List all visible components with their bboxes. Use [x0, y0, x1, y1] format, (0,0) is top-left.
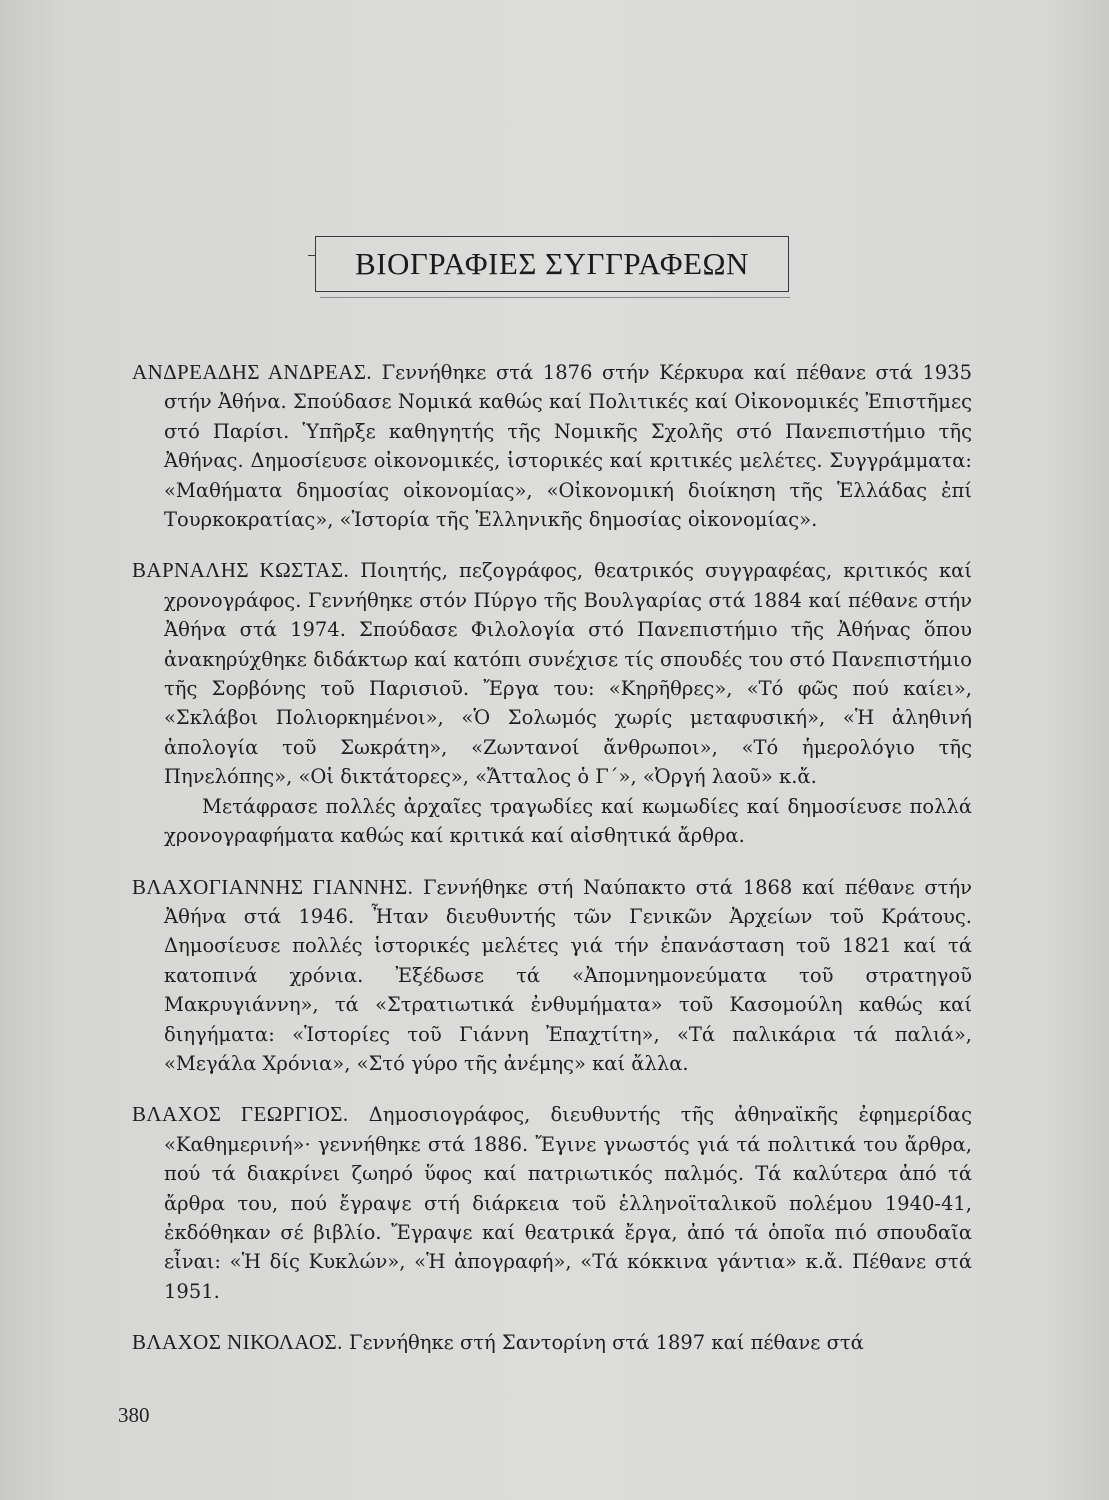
biography-entry-vlachos-nikolaos — [132, 1328, 972, 1357]
biography-entry-vlachogiannis — [132, 873, 972, 1079]
biography-text: Γεννήθηκε στά 1876 στήν Κέρκυρα καί πέθανε στά 1935 στήν Ἀθήνα. Σπούδασε Νομικά καθώς καί Πολιτικές καί Οἰκονομικές Ἐπιστῆμες στό Παρίσι. Ὑπῆρξε καθηγητής τῆς Νομικῆς Σχολῆς στό Πανεπιστήμιο τῆς Ἀθήνας. Δημοσίευσε οἰκονομικές, ἱστορικές καί κριτικές μελέτες. Συγγράμματα: «Μαθήματα δημοσίας οἰκονομίας», «Οἰκονομική διοίκηση τῆς Ἑλλάδας ἐπί Τουρκοκρατίας», «Ἱστορία τῆς Ἑλληνικῆς δημοσίας οἰκονομίας». — [164, 361, 972, 532]
section-title: ΒΙΟΓΡΑΦΙΕΣ ΣΥΓΓΡΑΦΕΩΝ — [355, 246, 749, 281]
author-name: ΑΝΔΡΕΑΔΗΣ ΑΝΔΡΕΑΣ. — [132, 360, 373, 384]
biography-entry-andreadis — [132, 358, 972, 534]
biography-entry-vlachos-georgios — [132, 1100, 972, 1306]
biography-text: Γεννήθηκε στή Ναύπακτο στά 1868 καί πέθανε στήν Ἀθήνα στά 1946. Ἦταν διευθυντής τῶν Γενικῶν Ἀρχείων τοῦ Κράτους. Δημοσίευσε πολλές ἱστορικές μελέτες γιά τήν ἐπανάσταση τοῦ 1821 καί τά κατοπινά χρόνια. Ἐξέδωσε τά «Ἀπομνημονεύματα τοῦ στρατηγοῦ Μακρυγιάννη», τά «Στρατιωτικά ἐνθυμήματα» τοῦ Κασομούλη καθώς καί διηγήματα: «Ἱστορίες τοῦ Γιάννη Ἐπαχτίτη», «Τά παλικάρια τά παλιά», «Μεγάλα Χρόνια», «Στό γύρο τῆς ἀνέμης» καί ἄλλα. — [164, 875, 973, 1075]
biography-text: Δημοσιογράφος, διευθυντής τῆς ἀθηναϊκῆς ἐφημερίδας «Καθημερινή»· γεννήθηκε στά 1886. Ἔγινε γνωστός γιά τά πολιτικά του ἄρθρα, πού τά διακρίνει ζωηρό ὕφος καί πατριωτικός παλμός. Τά καλύτερα ἀπό τά ἄρθρα του, πού ἔγραψε στή διάρκεια τοῦ ἑλληνοϊταλικοῦ πολέμου 1940-41, ἐκδόθηκαν σέ βιβλίο. Ἔγραψε καί θεατρικά ἔργα, ἀπό τά ὁποῖα πιό σπουδαῖα εἶναι: «Ἡ δίς Κυκλών», «Ἡ ἀπογραφή», «Τά κόκκινα γάντια» κ.ἄ. Πέθανε στά 1951. — [164, 1103, 972, 1303]
author-name: ΒΛΑΧΟΣ ΝΙΚΟΛΑΟΣ. — [132, 1330, 343, 1355]
author-name: ΒΛΑΧΟΣ ΓΕΩΡΓΙΟΣ. — [132, 1102, 349, 1127]
author-name: ΒΛΑΧΟΓΙΑΝΝΗΣ ΓΙΑΝΝΗΣ. — [132, 874, 414, 899]
biography-text: Ποιητής, πεζογράφος, θεατρικός συγγραφέας, κριτικός καί χρονογράφος. Γεννήθηκε στόν Πύργο τῆς Βουλγαρίας στά 1884 καί πέθανε στήν Ἀθήνα στά 1974. Σπούδασε Φιλολογία στό Πανεπιστήμιο τῆς Ἀθήνας ὅπου ἀνακηρύχθηκε διδάκτωρ καί κατόπι συνέχισε τίς σπουδές του στό Πανεπιστήμιο τῆς Σορβόνης τοῦ Παρισιοῦ. Ἔργα του: «Κηρῆθρες», «Τό φῶς πού καίει», «Σκλάβοι Πολιορκημένοι», «Ὁ Σολωμός χωρίς μεταφυσική», «Ἡ ἀληθινή ἀπολογία τοῦ Σωκράτη», «Ζωντανοί ἄνθρωποι», «Τό ἡμερολόγιο τῆς Πηνελόπης», «Οἱ δικτάτορες», «Ἄτταλος ὁ Γ΄», «Ὀργή λαοῦ» κ.ἄ. — [164, 559, 973, 789]
page-number: 380 — [118, 1403, 150, 1427]
biography-entry-varnalis — [132, 556, 972, 850]
biography-text-continued: Μετάφρασε πολλές ἀρχαῖες τραγωδίες καί κωμωδίες καί δημοσίευσε πολλά χρονογραφήματα καθώς καί κριτικά καί αἰσθητικά ἄρθρα. — [164, 794, 972, 848]
biography-text: Γεννήθηκε στή Σαντορίνη στά 1897 καί πέθανε στά — [349, 1331, 864, 1355]
section-title-box — [315, 236, 789, 292]
biographies-text — [132, 358, 972, 1380]
author-name: ΒΑΡΝΑΛΗΣ ΚΩΣΤΑΣ. — [132, 558, 350, 583]
